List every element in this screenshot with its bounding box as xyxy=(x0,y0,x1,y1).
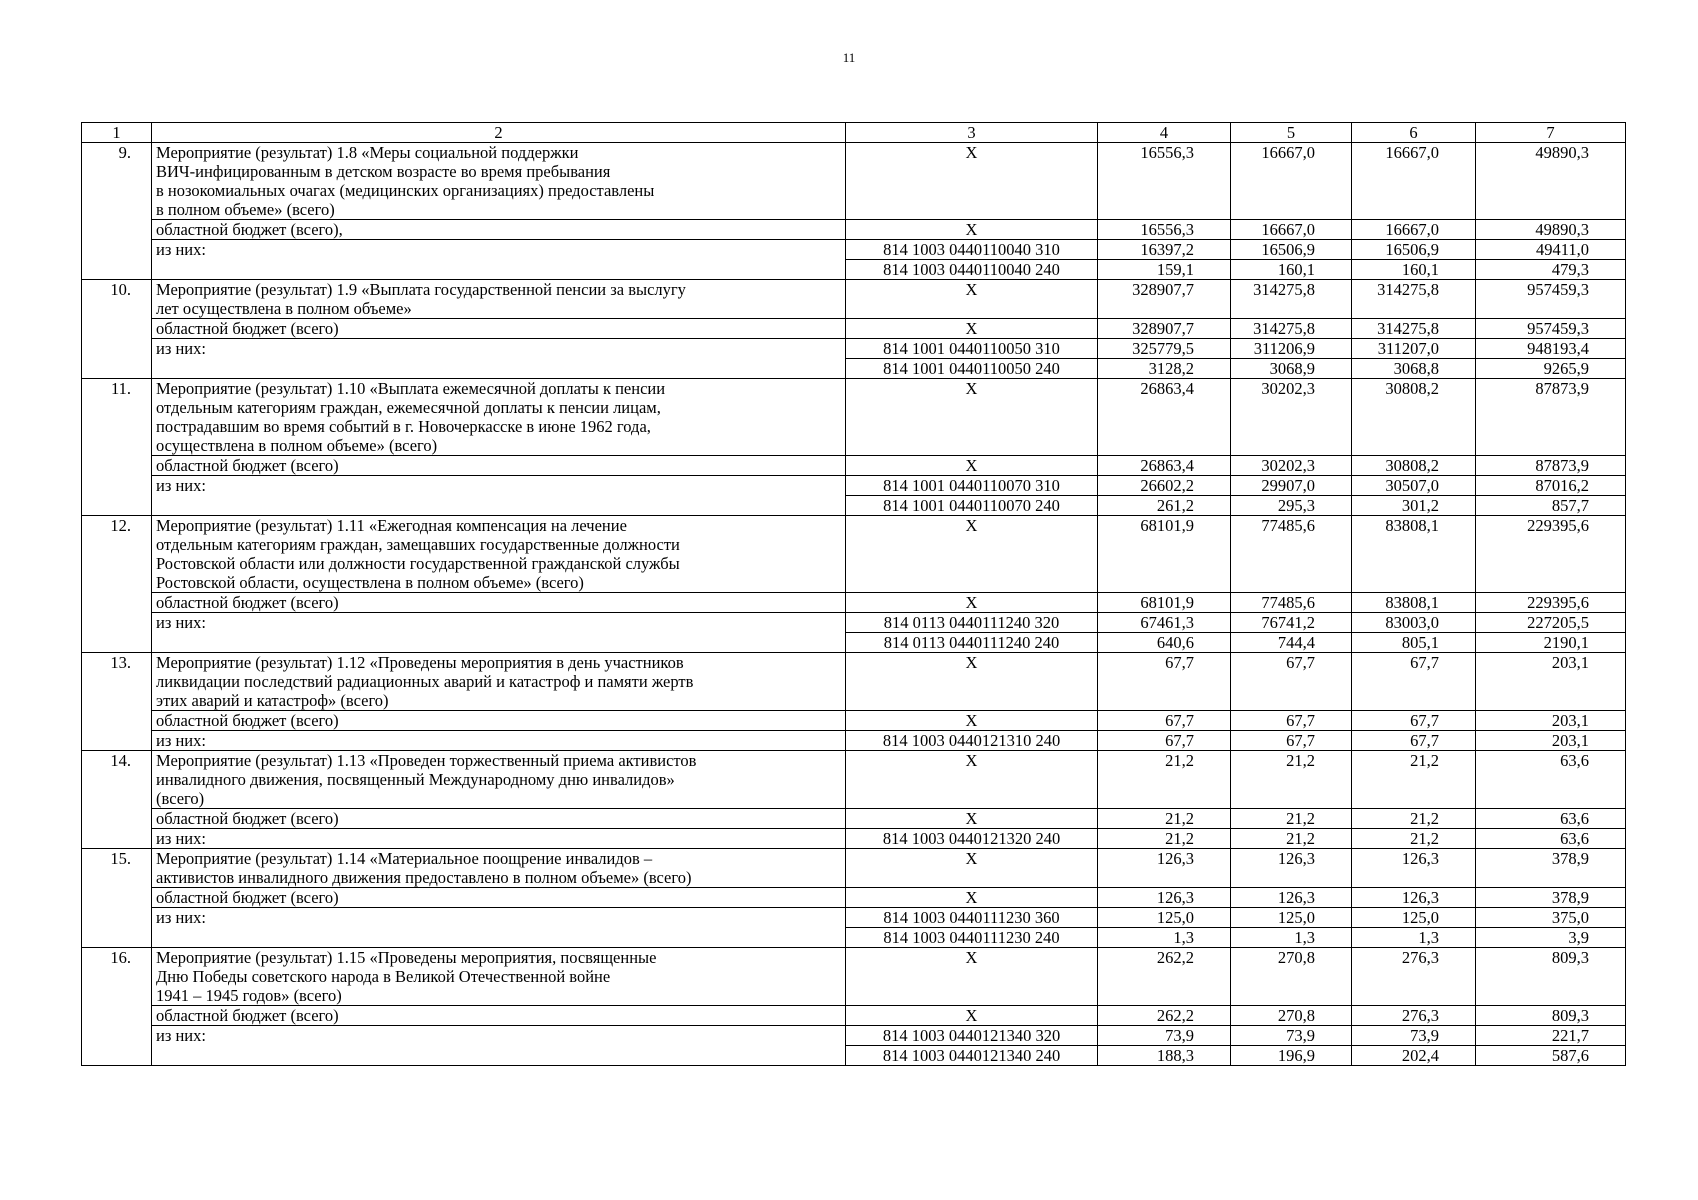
value-cell-col7: 203,1 xyxy=(1476,653,1626,711)
activity-title xyxy=(152,379,846,456)
value-cell-col6: 311207,0 xyxy=(1352,339,1476,359)
value-cell-col6: 301,2 xyxy=(1352,496,1476,516)
value-cell-col7: 2190,1 xyxy=(1476,633,1626,653)
value-cell-col6: 805,1 xyxy=(1352,633,1476,653)
budget-code-cell: 814 1003 0440121340 240 xyxy=(846,1046,1098,1066)
row-number: 9. xyxy=(82,143,152,280)
activity-title-line: лет осуществлена в полном объеме» xyxy=(156,299,412,318)
activity-title-line: Мероприятие (результат) 1.13 «Проведен торжественный приема активистов xyxy=(156,751,697,770)
sub-row xyxy=(82,613,1626,633)
value-cell-col7: 378,9 xyxy=(1476,888,1626,908)
value-cell-col6: 21,2 xyxy=(1352,829,1476,849)
value-cell-col5: 73,9 xyxy=(1231,1026,1352,1046)
value-cell-col7: 227205,5 xyxy=(1476,613,1626,633)
budget-code-cell: X xyxy=(846,319,1098,339)
budget-code-cell: X xyxy=(846,849,1098,888)
activity-row xyxy=(82,948,1626,1006)
value-cell-col4: 21,2 xyxy=(1098,809,1231,829)
value-cell-col4: 68101,9 xyxy=(1098,516,1231,593)
value-cell-col6: 83003,0 xyxy=(1352,613,1476,633)
activity-row xyxy=(82,143,1626,220)
value-cell-col5: 77485,6 xyxy=(1231,516,1352,593)
value-cell-col5: 21,2 xyxy=(1231,809,1352,829)
value-cell-col4: 26863,4 xyxy=(1098,379,1231,456)
value-cell-col6: 3068,8 xyxy=(1352,359,1476,379)
value-cell-col5: 270,8 xyxy=(1231,948,1352,1006)
budget-code-cell: X xyxy=(846,516,1098,593)
budget-table xyxy=(81,122,1626,1066)
value-cell-col4: 188,3 xyxy=(1098,1046,1231,1066)
activity-title-line: Мероприятие (результат) 1.15 «Проведены мероприятия, посвященные xyxy=(156,948,657,967)
value-cell-col7: 378,9 xyxy=(1476,849,1626,888)
value-cell-col7: 479,3 xyxy=(1476,260,1626,280)
budget-code-cell: 814 1003 0440111230 240 xyxy=(846,928,1098,948)
activity-title-line: ликвидации последствий радиационных аварий и катастроф и памяти жертв xyxy=(156,672,694,691)
activity-title xyxy=(152,143,846,220)
value-cell-col7: 809,3 xyxy=(1476,1006,1626,1026)
value-cell-col4: 640,6 xyxy=(1098,633,1231,653)
value-cell-col6: 1,3 xyxy=(1352,928,1476,948)
value-cell-col6: 126,3 xyxy=(1352,849,1476,888)
value-cell-col4: 68101,9 xyxy=(1098,593,1231,613)
value-cell-col4: 262,2 xyxy=(1098,948,1231,1006)
activity-title-line: инвалидного движения, посвященный Международному дню инвалидов» xyxy=(156,770,675,789)
budget-code-cell: X xyxy=(846,280,1098,319)
sub-row xyxy=(82,339,1626,359)
value-cell-col6: 30507,0 xyxy=(1352,476,1476,496)
value-cell-col5: 16667,0 xyxy=(1231,220,1352,240)
value-cell-col7: 221,7 xyxy=(1476,1026,1626,1046)
value-cell-col7: 63,6 xyxy=(1476,829,1626,849)
budget-code-cell: 814 1003 0440111230 360 xyxy=(846,908,1098,928)
budget-row xyxy=(82,809,1626,829)
budget-code-cell: 814 1001 0440110050 240 xyxy=(846,359,1098,379)
sub-label: из них: xyxy=(152,339,846,379)
activity-title-line: Мероприятие (результат) 1.8 «Меры социальной поддержки xyxy=(156,143,579,162)
value-cell-col5: 67,7 xyxy=(1231,731,1352,751)
sub-label: из них: xyxy=(152,613,846,653)
activity-row xyxy=(82,379,1626,456)
value-cell-col5: 67,7 xyxy=(1231,711,1352,731)
activity-title-line: в нозокомиальных очагах (медицинских организациях) предоставлены xyxy=(156,181,655,200)
value-cell-col4: 16556,3 xyxy=(1098,143,1231,220)
value-cell-col4: 126,3 xyxy=(1098,849,1231,888)
budget-code-cell: 814 1003 0440121310 240 xyxy=(846,731,1098,751)
value-cell-col5: 21,2 xyxy=(1231,751,1352,809)
value-cell-col6: 67,7 xyxy=(1352,653,1476,711)
activity-title-line: Мероприятие (результат) 1.10 «Выплата ежемесячной доплаты к пенсии xyxy=(156,379,666,398)
value-cell-col7: 229395,6 xyxy=(1476,593,1626,613)
budget-code-cell: X xyxy=(846,593,1098,613)
budget-label: областной бюджет (всего) xyxy=(152,809,846,829)
value-cell-col6: 30808,2 xyxy=(1352,456,1476,476)
activity-title-line: Ростовской области, осуществлена в полном объеме» (всего) xyxy=(156,573,584,592)
activity-title-line: ВИЧ-инфицированным в детском возрасте во время пребывания xyxy=(156,162,611,181)
sub-label: из них: xyxy=(152,240,846,280)
budget-code-cell: 814 1001 0440110070 310 xyxy=(846,476,1098,496)
value-cell-col5: 125,0 xyxy=(1231,908,1352,928)
value-cell-col7: 87016,2 xyxy=(1476,476,1626,496)
value-cell-col7: 809,3 xyxy=(1476,948,1626,1006)
column-number-row xyxy=(82,123,1626,143)
activity-title xyxy=(152,751,846,809)
budget-row xyxy=(82,711,1626,731)
value-cell-col7: 229395,6 xyxy=(1476,516,1626,593)
row-number: 10. xyxy=(82,280,152,379)
activity-title xyxy=(152,516,846,593)
budget-code-cell: 814 0113 0440111240 320 xyxy=(846,613,1098,633)
activity-title-line: осуществлена в полном объеме» (всего) xyxy=(156,436,438,455)
activity-row xyxy=(82,653,1626,711)
value-cell-col7: 87873,9 xyxy=(1476,456,1626,476)
value-cell-col5: 76741,2 xyxy=(1231,613,1352,633)
value-cell-col4: 16397,2 xyxy=(1098,240,1231,260)
budget-code-cell: X xyxy=(846,653,1098,711)
value-cell-col7: 375,0 xyxy=(1476,908,1626,928)
budget-code-cell: X xyxy=(846,809,1098,829)
budget-row xyxy=(82,593,1626,613)
sub-label: из них: xyxy=(152,908,846,948)
value-cell-col5: 160,1 xyxy=(1231,260,1352,280)
value-cell-col6: 21,2 xyxy=(1352,751,1476,809)
value-cell-col4: 67,7 xyxy=(1098,653,1231,711)
budget-code-cell: 814 1003 0440121320 240 xyxy=(846,829,1098,849)
activity-title-line: Мероприятие (результат) 1.11 «Ежегодная компенсация на лечение xyxy=(156,516,627,535)
budget-code-cell: 814 1001 0440110070 240 xyxy=(846,496,1098,516)
activity-title-line: Мероприятие (результат) 1.9 «Выплата государственной пенсии за выслугу xyxy=(156,280,686,299)
activity-row xyxy=(82,849,1626,888)
value-cell-col4: 262,2 xyxy=(1098,1006,1231,1026)
value-cell-col7: 49890,3 xyxy=(1476,220,1626,240)
value-cell-col6: 314275,8 xyxy=(1352,319,1476,339)
value-cell-col5: 30202,3 xyxy=(1231,456,1352,476)
activity-title-line: этих аварий и катастроф» (всего) xyxy=(156,691,389,710)
value-cell-col4: 126,3 xyxy=(1098,888,1231,908)
budget-label: областной бюджет (всего) xyxy=(152,711,846,731)
budget-row xyxy=(82,220,1626,240)
value-cell-col5: 314275,8 xyxy=(1231,280,1352,319)
row-number: 11. xyxy=(82,379,152,516)
value-cell-col7: 957459,3 xyxy=(1476,280,1626,319)
sub-row xyxy=(82,829,1626,849)
value-cell-col4: 1,3 xyxy=(1098,928,1231,948)
value-cell-col5: 21,2 xyxy=(1231,829,1352,849)
value-cell-col6: 21,2 xyxy=(1352,809,1476,829)
value-cell-col7: 957459,3 xyxy=(1476,319,1626,339)
budget-code-cell: 814 0113 0440111240 240 xyxy=(846,633,1098,653)
activity-title-line: Мероприятие (результат) 1.14 «Материальное поощрение инвалидов – xyxy=(156,849,653,868)
sub-row xyxy=(82,240,1626,260)
budget-label: областной бюджет (всего) xyxy=(152,888,846,908)
budget-row xyxy=(82,319,1626,339)
activity-title-line: активистов инвалидного движения предоставлено в полном объеме» (всего) xyxy=(156,868,692,887)
column-number: 4 xyxy=(1098,123,1231,143)
activity-title-line: отдельным категориям граждан, ежемесячной доплаты к пенсии лицам, xyxy=(156,398,661,417)
value-cell-col4: 73,9 xyxy=(1098,1026,1231,1046)
value-cell-col6: 73,9 xyxy=(1352,1026,1476,1046)
row-number: 13. xyxy=(82,653,152,751)
sub-row xyxy=(82,1026,1626,1046)
value-cell-col6: 276,3 xyxy=(1352,948,1476,1006)
budget-code-cell: X xyxy=(846,143,1098,220)
value-cell-col5: 29907,0 xyxy=(1231,476,1352,496)
value-cell-col7: 63,6 xyxy=(1476,809,1626,829)
budget-label: областной бюджет (всего), xyxy=(152,220,846,240)
value-cell-col6: 160,1 xyxy=(1352,260,1476,280)
value-cell-col6: 30808,2 xyxy=(1352,379,1476,456)
value-cell-col7: 948193,4 xyxy=(1476,339,1626,359)
row-number: 15. xyxy=(82,849,152,948)
activity-title-line: Мероприятие (результат) 1.12 «Проведены мероприятия в день участников xyxy=(156,653,684,672)
sub-row xyxy=(82,476,1626,496)
value-cell-col4: 261,2 xyxy=(1098,496,1231,516)
activity-row xyxy=(82,516,1626,593)
value-cell-col4: 125,0 xyxy=(1098,908,1231,928)
value-cell-col6: 16667,0 xyxy=(1352,143,1476,220)
value-cell-col6: 83808,1 xyxy=(1352,593,1476,613)
value-cell-col4: 26863,4 xyxy=(1098,456,1231,476)
sub-label: из них: xyxy=(152,829,846,849)
value-cell-col5: 3068,9 xyxy=(1231,359,1352,379)
activity-title xyxy=(152,948,846,1006)
value-cell-col7: 87873,9 xyxy=(1476,379,1626,456)
budget-code-cell: X xyxy=(846,456,1098,476)
budget-code-cell: X xyxy=(846,711,1098,731)
value-cell-col6: 67,7 xyxy=(1352,711,1476,731)
value-cell-col6: 202,4 xyxy=(1352,1046,1476,1066)
value-cell-col7: 49411,0 xyxy=(1476,240,1626,260)
column-number: 3 xyxy=(846,123,1098,143)
sub-label: из них: xyxy=(152,476,846,516)
value-cell-col7: 587,6 xyxy=(1476,1046,1626,1066)
value-cell-col6: 276,3 xyxy=(1352,1006,1476,1026)
value-cell-col4: 21,2 xyxy=(1098,829,1231,849)
activity-title-line: отдельным категориям граждан, замещавших государственные должности xyxy=(156,535,680,554)
row-number: 16. xyxy=(82,948,152,1066)
budget-code-cell: X xyxy=(846,220,1098,240)
value-cell-col4: 328907,7 xyxy=(1098,319,1231,339)
value-cell-col4: 16556,3 xyxy=(1098,220,1231,240)
activity-title-line: 1941 – 1945 годов» (всего) xyxy=(156,986,342,1005)
value-cell-col6: 83808,1 xyxy=(1352,516,1476,593)
value-cell-col6: 125,0 xyxy=(1352,908,1476,928)
budget-label: областной бюджет (всего) xyxy=(152,1006,846,1026)
column-number: 5 xyxy=(1231,123,1352,143)
value-cell-col4: 328907,7 xyxy=(1098,280,1231,319)
value-cell-col4: 67,7 xyxy=(1098,731,1231,751)
budget-code-cell: 814 1003 0440121340 320 xyxy=(846,1026,1098,1046)
value-cell-col6: 67,7 xyxy=(1352,731,1476,751)
value-cell-col6: 126,3 xyxy=(1352,888,1476,908)
value-cell-col4: 67,7 xyxy=(1098,711,1231,731)
column-number: 2 xyxy=(152,123,846,143)
value-cell-col5: 270,8 xyxy=(1231,1006,1352,1026)
activity-row xyxy=(82,280,1626,319)
value-cell-col5: 16667,0 xyxy=(1231,143,1352,220)
value-cell-col5: 30202,3 xyxy=(1231,379,1352,456)
budget-row xyxy=(82,888,1626,908)
value-cell-col7: 49890,3 xyxy=(1476,143,1626,220)
value-cell-col4: 3128,2 xyxy=(1098,359,1231,379)
value-cell-col6: 16506,9 xyxy=(1352,240,1476,260)
budget-code-cell: 814 1003 0440110040 240 xyxy=(846,260,1098,280)
budget-code-cell: 814 1003 0440110040 310 xyxy=(846,240,1098,260)
budget-label: областной бюджет (всего) xyxy=(152,593,846,613)
budget-code-cell: X xyxy=(846,888,1098,908)
activity-title-line: пострадавшим во время событий в г. Новочеркасске в июне 1962 года, xyxy=(156,417,651,436)
row-number: 14. xyxy=(82,751,152,849)
value-cell-col7: 857,7 xyxy=(1476,496,1626,516)
value-cell-col7: 9265,9 xyxy=(1476,359,1626,379)
value-cell-col5: 295,3 xyxy=(1231,496,1352,516)
value-cell-col6: 314275,8 xyxy=(1352,280,1476,319)
row-number: 12. xyxy=(82,516,152,653)
value-cell-col4: 26602,2 xyxy=(1098,476,1231,496)
value-cell-col4: 325779,5 xyxy=(1098,339,1231,359)
activity-title-line: в полном объеме» (всего) xyxy=(156,200,335,219)
value-cell-col5: 744,4 xyxy=(1231,633,1352,653)
budget-label: областной бюджет (всего) xyxy=(152,456,846,476)
sub-label: из них: xyxy=(152,1026,846,1066)
budget-code-cell: X xyxy=(846,948,1098,1006)
value-cell-col5: 16506,9 xyxy=(1231,240,1352,260)
page-number: 11 xyxy=(842,50,856,65)
value-cell-col5: 1,3 xyxy=(1231,928,1352,948)
activity-title xyxy=(152,653,846,711)
budget-code-cell: X xyxy=(846,1006,1098,1026)
budget-row xyxy=(82,1006,1626,1026)
value-cell-col5: 311206,9 xyxy=(1231,339,1352,359)
budget-code-cell: X xyxy=(846,379,1098,456)
value-cell-col7: 63,6 xyxy=(1476,751,1626,809)
column-number: 6 xyxy=(1352,123,1476,143)
column-number: 1 xyxy=(82,123,152,143)
sub-row xyxy=(82,731,1626,751)
value-cell-col5: 314275,8 xyxy=(1231,319,1352,339)
activity-title-line: (всего) xyxy=(156,789,205,808)
value-cell-col4: 67461,3 xyxy=(1098,613,1231,633)
budget-row xyxy=(82,456,1626,476)
value-cell-col4: 21,2 xyxy=(1098,751,1231,809)
sub-label: из них: xyxy=(152,731,846,751)
activity-title-line: Ростовской области или должности государственной гражданской службы xyxy=(156,554,680,573)
value-cell-col6: 16667,0 xyxy=(1352,220,1476,240)
value-cell-col5: 196,9 xyxy=(1231,1046,1352,1066)
budget-label: областной бюджет (всего) xyxy=(152,319,846,339)
budget-code-cell: X xyxy=(846,751,1098,809)
budget-code-cell: 814 1001 0440110050 310 xyxy=(846,339,1098,359)
activity-title xyxy=(152,280,846,319)
value-cell-col5: 77485,6 xyxy=(1231,593,1352,613)
value-cell-col7: 3,9 xyxy=(1476,928,1626,948)
value-cell-col5: 126,3 xyxy=(1231,849,1352,888)
value-cell-col7: 203,1 xyxy=(1476,711,1626,731)
column-number: 7 xyxy=(1476,123,1626,143)
value-cell-col5: 67,7 xyxy=(1231,653,1352,711)
activity-title-line: Дню Победы советского народа в Великой Отечественной войне xyxy=(156,967,611,986)
sub-row xyxy=(82,908,1626,928)
value-cell-col5: 126,3 xyxy=(1231,888,1352,908)
activity-title xyxy=(152,849,846,888)
activity-row xyxy=(82,751,1626,809)
value-cell-col7: 203,1 xyxy=(1476,731,1626,751)
value-cell-col4: 159,1 xyxy=(1098,260,1231,280)
